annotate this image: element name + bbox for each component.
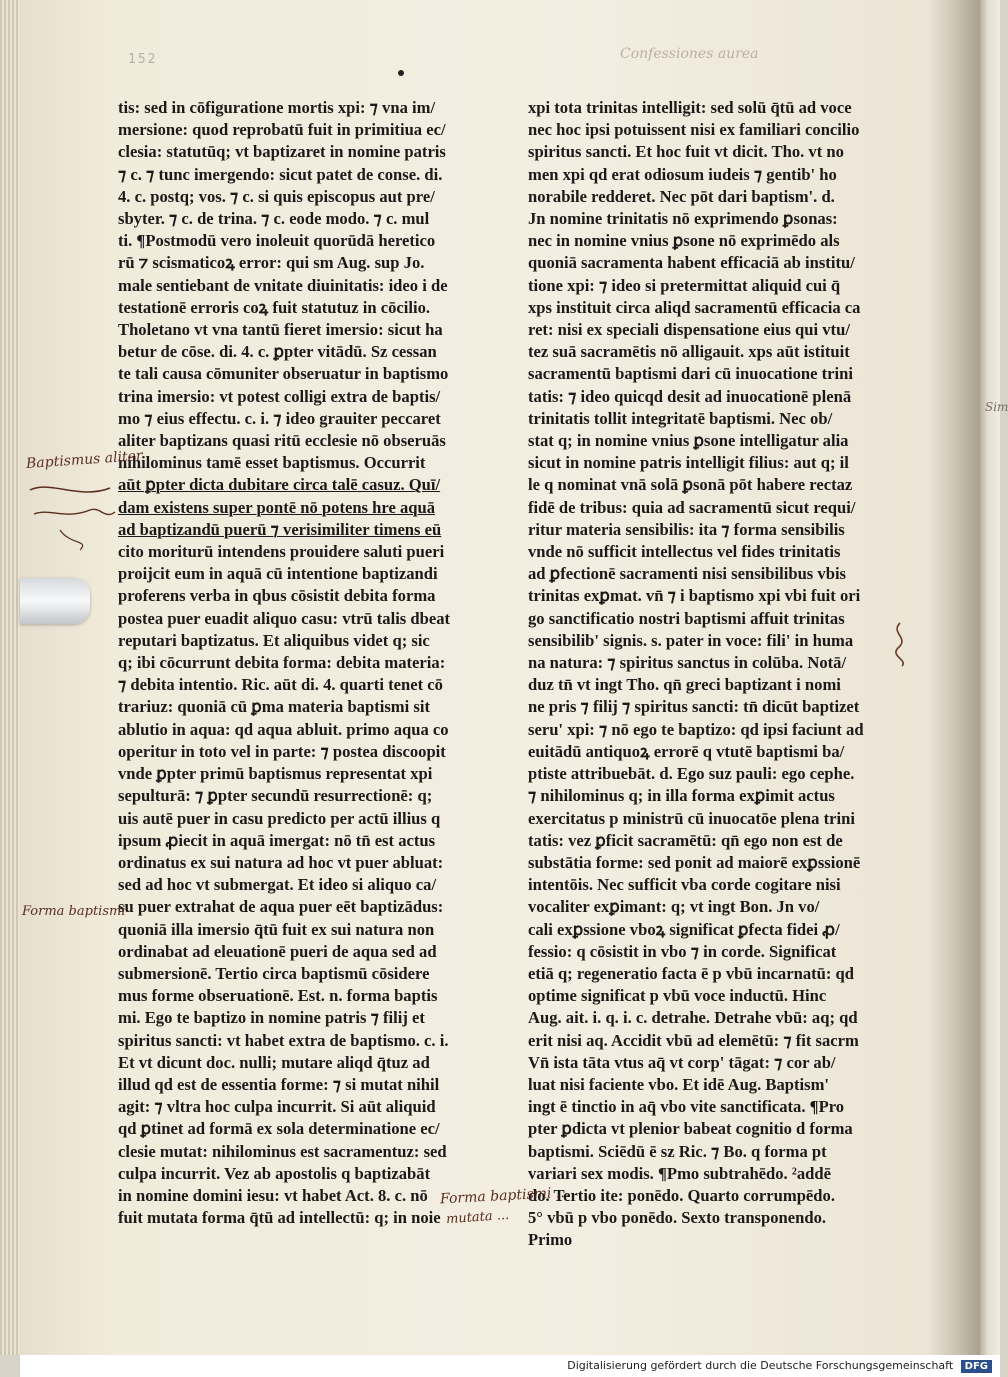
text-line: ret: nisi ex speciali dispensatione eius qui vtu/ [528,320,850,340]
text-line: go sanctificatio nostri baptismi affuit trinitas [528,608,845,628]
text-line: ne pris ⁊ filij ⁊ spiritus sancti: tn̄ dicūt baptizet [528,697,860,717]
text-line: qd ꝑtinet ad formā ex sola determinatione ec/ [118,1119,440,1139]
text-line: quoniā sacramenta habent efficaciā ab institu/ [528,253,855,273]
text-line: do. Tertio ite: ponēdo. Quarto corrumpēdo. [528,1185,835,1205]
page-stack-edge [0,0,22,1355]
text-line: Et vt dicunt doc. nulli; mutare aliqd q̄tuz ad [118,1052,430,1072]
text-line: pter ꝑdicta vt plenior babeat cognitio d forma [528,1119,853,1139]
text-line: xps instituit circa aliqd sacramentū efficacia ca [528,297,861,317]
dfg-logo: DFG [961,1360,992,1373]
text-line: ti. ¶Postmodū vero inoleuit quorūdā heretico [118,231,436,251]
margin-note-1: Baptismus aliter [25,447,144,473]
text-line: ad baptizandū puerū ⁊ verisimiliter timens eū [118,519,442,539]
text-line: ad ꝑfectionē sacramenti nisi sensibilibus vbis [528,564,847,584]
text-line: tione xpi: ⁊ ideo si pretermittat aliquid cui q̄ [528,275,841,295]
text-line: agit: ⁊ vltra hoc culpa incurrit. Si aūt aliquid [118,1097,436,1117]
text-line: dam existens super pontē nō potens hre aquā [118,497,436,517]
text-line: Vn̄ ista tāta vtus aq̄ vt corp' tāgat: ⁊ cor ab/ [528,1052,836,1072]
text-line: in nomine domini iesu: vt habet Act. 8. c. nō [118,1185,428,1205]
text-line: reputari baptizatus. Et aliquibus videt q; sic [118,630,430,650]
text-line: proferens verba in qbus cōsistit debita forma [118,586,436,606]
text-line: mersione: quod reprobatū fuit in primitiua ec/ [118,120,446,140]
digitization-credit [567,1359,992,1373]
text-line: intentōis. Nec sufficit vba corde cogitare nisi [528,875,841,895]
text-line: etiā q; regeneratio facta ē p vbū incarnatū: qd [528,963,855,983]
text-line: trariuz: quoniā cū ꝑma materia baptismi sit [118,697,430,717]
text-line: na natura: ⁊ spiritus sanctus in colūba. Notā/ [528,653,847,673]
right-margin-note: Sim [985,400,1008,414]
text-line: illud qd est de essentia forme: ⁊ si mutat nihil [118,1074,440,1094]
text-line: men xpi qd erat odiosum iudeis ⁊ gentib' ho [528,164,837,184]
text-line: 4. c. postq; vos. ⁊ c. si quis episcopus aut pre/ [118,186,435,206]
text-line: testationē erroris coꝝ fuit statutuz in cōcilio. [118,297,431,317]
text-line: ritur materia sensibilis: ita ⁊ forma sensibilis [528,519,845,539]
bottom-note-line-1: Forma baptismi ... [439,1184,570,1208]
text-line: su puer extrahat de aqua puer eēt baptizādus: [118,897,444,917]
text-line: mus forme obseruationē. Est. n. forma baptis [118,986,438,1006]
text-line: cito moriturū intendens prouidere saluti pueri [118,542,445,562]
text-line: ⁊ c. ⁊ tunc imergendo: sicut patet de conse. di. [118,164,443,184]
text-line: culpa incurrit. Vez ab apostolis q baptizabāt [118,1163,431,1183]
text-line: le q nominat vnā solā ꝑsonā pōt habere rectaz [528,475,853,495]
text-line: norabile redderet. Nec pōt dari baptism'. d. [528,186,835,206]
text-line: q; ibi cōcurrunt debita forma: debita materia: [118,653,446,673]
text-line: mi. Ego te baptizo in nomine patris ⁊ filij et [118,1008,425,1028]
text-line: aūt ꝑpter dicta dubitare circa talē casuz. Quī/ [118,475,441,495]
text-line: sbyter. ⁊ c. de trina. ⁊ c. eode modo. ⁊ c. mul [118,209,430,229]
text-line: seru' xpi: ⁊ nō ego te baptizo: qd ipsi faciunt ad [528,719,864,739]
text-line: nec hoc ipsi potuissent nisi ex familiari concilio [528,120,860,140]
text-line: exercitatus p ministrū cū inuocatōe plena trini [528,808,855,828]
text-line: ipsum ꝓiecit in aquā imergat: nō tn̄ est actus [118,830,436,850]
text-line: submersionē. Tertio circa baptismū cōsidere [118,963,430,983]
text-line: 5° vbū p vbo ponēdo. Sexto transponendo. [528,1208,827,1228]
text-line: ptiste attribuebāt. d. Ego suz pauli: ego cephe. [528,764,855,784]
text-line: ablutio in aqua: qd aqua abluit. primo aqua co [118,719,449,739]
top-handwritten-note: Confessiones aurea [620,46,759,62]
text-line: ingt ē tinctio in aq̄ vbo vite sanctificata. ¶Pro [528,1097,845,1117]
text-line: stat q; in nomine vnius ꝑsone intelligatur alia [528,431,849,451]
text-line: cali exꝑssione vboꝝ significat ꝑfecta fidei ꝓ/ [528,919,840,939]
text-line: quoniā illa imersio q̄tū fuit ex sui natura non [118,919,435,939]
text-line: baptismi. Sciēdū ē sz Ric. ⁊ Bo. q forma pt [528,1141,827,1161]
book-gutter [925,0,980,1355]
text-line: male sentiebant de vnitate diuinitatis: ideo i de [118,275,448,295]
text-line: aliter baptizans quasi ritū ecclesie nō obseruās [118,431,446,451]
text-line: tatis: vez ꝑficit sacramētū: qn̄ ego non est de [528,830,843,850]
text-line: mo ⁊ eius effectu. c. i. ⁊ ideo grauiter peccaret [118,408,441,428]
facing-page-edge [980,0,1008,1355]
text-line: Aug. ait. i. q. i. c. detrahe. Detrahe vbū: aq; qd [528,1008,858,1028]
page-clip [20,578,90,624]
text-line: clesia: statutūq; vt baptizaret in nomine patris [118,142,446,162]
text-line: rū ⁊ scismaticoꝝ error: qui sm Aug. sup Jo. [118,253,425,273]
text-line: sicut in nomine patris intelligit filius: aut q; il [528,453,849,473]
paragraph-mark-scribble [880,618,920,668]
text-line: betur de cōse. di. 4. c. ꝑpter vitādū. Sz cessan [118,342,437,362]
margin-note-2: Forma baptismi [22,904,126,919]
text-line: uis autē puer in casu predicto per actū illius q [118,808,441,828]
text-line: optime significat p vbū voce inductū. Hinc [528,986,827,1006]
text-line: te tali causa cōmuniter obseruatur in baptismo [118,364,449,384]
text-line: xpi tota trinitas intelligit: sed solū q̄tū ad voce [528,98,852,117]
left-text-column [118,97,493,1229]
text-line: postea puer euadit aliquo casu: vtrū talis dbeat [118,608,451,628]
text-line: ⁊ nihilominus q; in illa forma exꝑimit actus [528,786,835,806]
text-line: euitādū antiquoꝝ errorē q vtutē baptismi ba/ [528,741,845,761]
text-line: trina imersio: vt potest colligi extra de baptis/ [118,386,441,406]
text-line: ordinatus ex sui natura ad hoc vt puer abluat: [118,852,444,872]
credit-text: Digitalisierung gefördert durch die Deutsche Forschungsgemeinschaft [567,1359,954,1372]
text-line: fuit mutata forma q̄tū ad intellectū: q; in noie [118,1208,441,1228]
text-line: substātia forme: sed ponit ad maiorē exꝑssionē [528,852,861,872]
text-line: variari sex modis. ¶Pmo subtrahēdo. ²addē [528,1163,831,1183]
text-line: vocaliter exꝑimant: q; vt ingt Bon. Jn vo/ [528,897,820,917]
text-line: ordinabat ad eleuationē pueri de aqua sed ad [118,941,437,961]
text-line: fessio: q cōsistit in vbo ⁊ in corde. Significat [528,941,837,961]
text-line: ⁊ debita intentio. Ric. aūt di. 4. quarti tenet cō [118,675,443,695]
bottom-note-line-2: mutata ... [445,1207,510,1228]
text-line: vnde ꝑpter primū baptismus representat xpi [118,764,433,784]
text-line: nec in nomine vnius ꝑsone nō exprimēdo als [528,231,840,251]
text-line: vnde nō sufficit intellectus vel fides trinitatis [528,542,841,562]
text-line: fidē de tribus: quia ad sacramentū sicut requi/ [528,497,856,517]
marginal-scribble [20,450,130,560]
text-line: proijcit eum in aquā cū intentione baptizandi [118,564,438,584]
text-line: tis: sed in cōfiguratione mortis xpi: ⁊ vna im/ [118,98,436,117]
text-line: tatis: ⁊ ideo quicqd desit ad inuocationē plenā [528,386,852,406]
text-line: trinitatis tollit integritatē baptismi. Nec ob/ [528,408,833,428]
text-line: sed ad hoc vt submergat. Et ideo si aliquo ca/ [118,875,437,895]
text-line: spiritus sancti: vt habet extra de baptismo. c. i. [118,1030,449,1050]
text-line: erit nisi aq. Accidit vbū ad elemētū: ⁊ fit sacrm [528,1030,859,1050]
printers-dot [398,70,404,76]
text-line: spiritus sancti. Et hoc fuit vt dicit. Tho. vt no [528,142,844,162]
right-text-column [528,97,908,1252]
text-line: tez suā sacramētis nō alligauit. xps aūt istituit [528,342,850,362]
text-line: sacramentū baptismi dari cū inuocatione trini [528,364,853,384]
text-line: nihilominus tamē esset baptismus. Occurrit [118,453,426,473]
text-line: operitur in toto vel in parte: ⁊ postea discoopit [118,741,446,761]
text-line: luat nisi faciente vbo. Et idē Aug. Baptism' [528,1074,830,1094]
text-line: sepulturā: ⁊ ꝑpter secundū resurrectionē: q; [118,786,433,806]
text-line: Tholetano vt vna tantū fieret imersio: sicut ha [118,320,443,340]
text-line: Primo [528,1230,573,1250]
text-line: trinitas exꝑmat. vn̄ ⁊ i baptismo xpi vbi fuit ori [528,586,861,606]
text-line: Jn nomine trinitatis nō exprimendo ꝑsonas: [528,209,838,229]
text-line: duz tn̄ vt ingt Tho. qn̄ greci baptizant i nomi [528,675,841,695]
text-line: sensibilib' signis. s. pater in voce: fili' in huma [528,630,854,650]
text-line: clesie mutat: nihilominus est sacramentuz: sed [118,1141,447,1161]
folio-number: 152 [128,52,158,67]
